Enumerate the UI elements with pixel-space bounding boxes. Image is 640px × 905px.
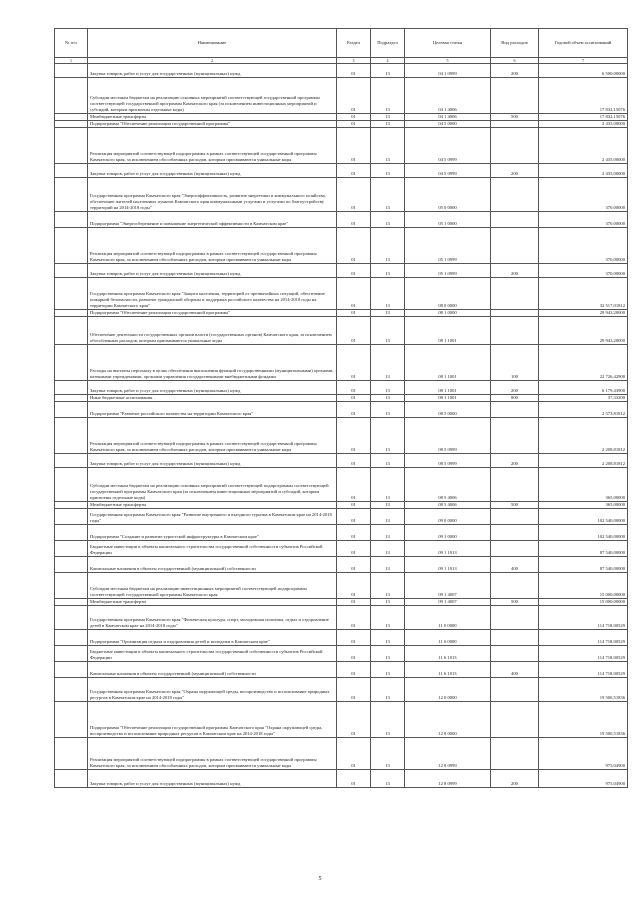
row-name: Закупка товаров, работ и услуг для государственных (муниципальных) нужд <box>88 454 337 468</box>
row-number <box>55 212 88 228</box>
table-row <box>55 64 628 78</box>
table-row <box>55 317 628 345</box>
row-podrazdel: 13 <box>371 606 405 630</box>
row-target-article: 09 1 1013 <box>405 557 491 573</box>
row-podrazdel: 13 <box>371 770 405 788</box>
row-podrazdel: 13 <box>371 381 405 395</box>
row-number <box>55 662 88 678</box>
row-number <box>55 395 88 402</box>
row-name: Капитальные вложения в объекты государственной (муниципальной) собственности <box>88 662 337 678</box>
row-expense-type: 400 <box>491 662 539 678</box>
row-amount: 6 500,00000 <box>539 64 628 78</box>
row-target-article: 09 1 1013 <box>405 541 491 557</box>
row-name: Межбюджетные трансферты <box>88 502 337 509</box>
row-number <box>55 502 88 509</box>
row-razdel: 01 <box>337 418 371 454</box>
row-target-article: 09 0 0000 <box>405 509 491 525</box>
row-amount: 114 718,00529 <box>539 646 628 662</box>
row-expense-type <box>491 78 539 114</box>
row-name: Подпрограмма "Развитие российского казачества на территории Камчатского края" <box>88 402 337 418</box>
row-target-article: 12 8 0999 <box>405 770 491 788</box>
table-row <box>55 278 628 310</box>
row-target-article: 11 0 0000 <box>405 606 491 630</box>
row-razdel: 01 <box>337 702 371 738</box>
row-target-article: 08 1 0000 <box>405 310 491 317</box>
column-index: 5 <box>405 58 491 64</box>
row-target-article: 08 1 1001 <box>405 317 491 345</box>
row-number <box>55 310 88 317</box>
row-razdel: 01 <box>337 599 371 606</box>
row-number <box>55 78 88 114</box>
row-podrazdel: 13 <box>371 738 405 770</box>
row-name: Государственная программа Камчатского края "Охрана окружающей среды, воспроизводство и использование природных ресурсов в Камчатском крае на 2014-2018 годы" <box>88 678 337 702</box>
row-podrazdel: 13 <box>371 345 405 381</box>
row-razdel: 01 <box>337 646 371 662</box>
row-expense-type <box>491 738 539 770</box>
row-name: Субсидии местным бюджетам на реализацию инвестиционных мероприятий соответствующей подпрограммы соответствующей государственной программы Камчатского края <box>88 573 337 599</box>
row-podrazdel: 13 <box>371 502 405 509</box>
column-index: 1 <box>55 58 88 64</box>
row-target-article: 04 1 4006 <box>405 114 491 121</box>
row-podrazdel: 13 <box>371 164 405 178</box>
table-row <box>55 509 628 525</box>
row-razdel: 01 <box>337 468 371 502</box>
row-name: Подпрограмма "Обеспечение реализации государственной программы" <box>88 310 337 317</box>
row-razdel: 01 <box>337 770 371 788</box>
row-podrazdel: 13 <box>371 573 405 599</box>
row-podrazdel: 13 <box>371 64 405 78</box>
row-target-article: 12 0 0000 <box>405 678 491 702</box>
row-amount: 2 435,00000 <box>539 128 628 164</box>
row-amount: 102 540,00000 <box>539 509 628 525</box>
row-number <box>55 128 88 164</box>
table-row <box>55 178 628 212</box>
row-expense-type <box>491 212 539 228</box>
row-target-article: 04 5 0000 <box>405 121 491 128</box>
row-number <box>55 468 88 502</box>
row-expense-type <box>491 702 539 738</box>
row-target-article: 12 8 0999 <box>405 738 491 770</box>
row-expense-type: 500 <box>491 502 539 509</box>
row-number <box>55 178 88 212</box>
row-podrazdel: 13 <box>371 78 405 114</box>
row-podrazdel: 13 <box>371 418 405 454</box>
table-row <box>55 395 628 402</box>
row-expense-type <box>491 541 539 557</box>
row-name: Бюджетные инвестиции в объекты капитального строительства государственной собственности субъектов Российской Федерации <box>88 646 337 662</box>
row-name: Реализация мероприятий соответствующей подпрограммы в рамках соответствующей государственной программы Камчатского края, за исключением обособленных расходов, которым присваиваются уникальные коды <box>88 418 337 454</box>
header-podrazdel: Подраздел <box>371 29 405 58</box>
row-razdel: 01 <box>337 541 371 557</box>
row-podrazdel: 13 <box>371 114 405 121</box>
row-name: Государственная программа Камчатского края "Развитие внутреннего и въездного туризма в Камчатском крае на 2014-2018 годы" <box>88 509 337 525</box>
row-expense-type <box>491 468 539 502</box>
row-razdel: 01 <box>337 64 371 78</box>
row-razdel: 01 <box>337 264 371 278</box>
row-name: Государственная программа Камчатского края "Физическая культура, спорт, молодежная политика, отдых и оздоровление детей в Камчатском крае на 2014-2018 годы" <box>88 606 337 630</box>
row-expense-type <box>491 418 539 454</box>
row-amount: 15 000,00000 <box>539 599 628 606</box>
table-row <box>55 454 628 468</box>
row-podrazdel: 13 <box>371 178 405 212</box>
row-amount: 975,04900 <box>539 738 628 770</box>
row-number <box>55 264 88 278</box>
row-name: Реализация мероприятий соответствующей подпрограммы в рамках соответствующей государственной программы Камчатского края, за исключением обособленных расходов, которым присваиваются уникальные коды <box>88 228 337 264</box>
row-razdel: 01 <box>337 164 371 178</box>
table-row <box>55 402 628 418</box>
column-index: 3 <box>337 58 371 64</box>
budget-table <box>54 28 628 788</box>
table-row <box>55 525 628 541</box>
row-target-article: 11 6 1013 <box>405 646 491 662</box>
row-target-article: 08 5 4006 <box>405 502 491 509</box>
row-expense-type <box>491 630 539 646</box>
table-header-row <box>55 29 628 58</box>
row-number <box>55 164 88 178</box>
row-razdel: 01 <box>337 502 371 509</box>
row-amount: 365,00000 <box>539 468 628 502</box>
row-target-article: 04 1 0999 <box>405 64 491 78</box>
header-target-article: Целевая статья <box>405 29 491 58</box>
row-amount: 29 943,20000 <box>539 317 628 345</box>
row-target-article: 04 5 0999 <box>405 128 491 164</box>
row-podrazdel: 13 <box>371 278 405 310</box>
row-razdel: 01 <box>337 121 371 128</box>
table-row <box>55 228 628 264</box>
row-podrazdel: 13 <box>371 525 405 541</box>
row-name: Обеспечение деятельности государственных органов власти (государственных органов) Камчатского края, за исключением обособленных расходов, которым присваиваются уникальные коды <box>88 317 337 345</box>
row-podrazdel: 13 <box>371 702 405 738</box>
row-name: Межбюджетные трансферты <box>88 599 337 606</box>
row-podrazdel: 13 <box>371 678 405 702</box>
header-num: № п/п <box>55 29 88 58</box>
row-amount: 2 435,00000 <box>539 121 628 128</box>
row-target-article: 11 6 1013 <box>405 662 491 678</box>
row-name: Бюджетные инвестиции в объекты капитального строительства государственной собственности субъектов Российской Федерации <box>88 541 337 557</box>
row-amount: 370,00000 <box>539 212 628 228</box>
row-podrazdel: 13 <box>371 557 405 573</box>
row-target-article: 04 1 4006 <box>405 78 491 114</box>
column-index: 6 <box>491 58 539 64</box>
row-razdel: 01 <box>337 278 371 310</box>
row-number <box>55 525 88 541</box>
row-razdel: 01 <box>337 509 371 525</box>
row-target-article: 12 8 0000 <box>405 702 491 738</box>
row-number <box>55 345 88 381</box>
row-number <box>55 454 88 468</box>
header-razdel: Раздел <box>337 29 371 58</box>
table-row <box>55 418 628 454</box>
table-row <box>55 738 628 770</box>
row-number <box>55 557 88 573</box>
row-name: Подпрограмма "Обеспечение реализации государственной программы Камчатского края "Охрана окружающей среды, воспроизводство и использование природных ресурсов в Камчатском крае на 2014-2018 годы" <box>88 702 337 738</box>
table-row <box>55 128 628 164</box>
header-expense-type: Вид расходов <box>491 29 539 58</box>
row-number <box>55 599 88 606</box>
row-podrazdel: 13 <box>371 468 405 502</box>
header-annual-volume: Годовой объем ассигнований <box>539 29 628 58</box>
row-amount: 6 179,43900 <box>539 381 628 395</box>
row-target-article: 08 0 0000 <box>405 278 491 310</box>
row-razdel: 01 <box>337 738 371 770</box>
row-expense-type <box>491 317 539 345</box>
row-amount: 114 718,00529 <box>539 606 628 630</box>
row-expense-type <box>491 573 539 599</box>
table-row <box>55 264 628 278</box>
table-row <box>55 646 628 662</box>
row-amount: 17 832,15076 <box>539 78 628 114</box>
row-name: Капитальные вложения в объекты государственной (муниципальной) собственности <box>88 557 337 573</box>
row-number <box>55 770 88 788</box>
row-amount: 370,00000 <box>539 228 628 264</box>
table-row <box>55 121 628 128</box>
row-target-article: 09 1 4007 <box>405 599 491 606</box>
table-row <box>55 662 628 678</box>
row-name: Субсидии местным бюджетам на реализацию основных мероприятий соответствующей государственной программы соответствующей государственной программы Камчатского края (за исключением инвестиционных мероприятий и субсидий, которым присвоены отдельные коды) <box>88 78 337 114</box>
row-expense-type: 100 <box>491 345 539 381</box>
table-row <box>55 630 628 646</box>
row-podrazdel: 13 <box>371 509 405 525</box>
row-podrazdel: 13 <box>371 599 405 606</box>
row-amount: 22 726,42900 <box>539 345 628 381</box>
row-expense-type <box>491 606 539 630</box>
row-podrazdel: 13 <box>371 395 405 402</box>
row-amount: 365,00000 <box>539 502 628 509</box>
row-expense-type <box>491 178 539 212</box>
row-number <box>55 606 88 630</box>
row-number <box>55 278 88 310</box>
table-row <box>55 573 628 599</box>
row-razdel: 01 <box>337 381 371 395</box>
row-razdel: 01 <box>337 228 371 264</box>
row-target-article: 08 1 1001 <box>405 345 491 381</box>
row-amount: 2 573,81812 <box>539 402 628 418</box>
row-razdel: 01 <box>337 557 371 573</box>
row-target-article: 05 1 0999 <box>405 264 491 278</box>
row-name: Закупка товаров, работ и услуг для государственных (муниципальных) нужд <box>88 64 337 78</box>
row-razdel: 01 <box>337 395 371 402</box>
row-podrazdel: 13 <box>371 310 405 317</box>
row-name: Межбюджетные трансферты <box>88 114 337 121</box>
row-razdel: 01 <box>337 310 371 317</box>
row-podrazdel: 13 <box>371 128 405 164</box>
row-amount: 370,00000 <box>539 178 628 212</box>
row-razdel: 01 <box>337 525 371 541</box>
row-razdel: 01 <box>337 345 371 381</box>
row-name: Реализация мероприятий соответствующей подпрограммы в рамках соответствующей государственной программы Камчатского края, за исключением обособленных расходов, которым присваиваются уникальные коды <box>88 738 337 770</box>
table-row <box>55 212 628 228</box>
row-expense-type: 200 <box>491 770 539 788</box>
table-row <box>55 541 628 557</box>
row-podrazdel: 13 <box>371 228 405 264</box>
row-amount: 2 208,81812 <box>539 418 628 454</box>
page-number: 5 <box>318 876 322 882</box>
table-row <box>55 557 628 573</box>
row-razdel: 01 <box>337 630 371 646</box>
row-amount: 17 832,15076 <box>539 114 628 121</box>
row-amount: 114 718,00529 <box>539 662 628 678</box>
row-expense-type: 200 <box>491 454 539 468</box>
row-amount: 2 208,81812 <box>539 454 628 468</box>
row-target-article: 11 6 0000 <box>405 630 491 646</box>
row-expense-type <box>491 278 539 310</box>
row-razdel: 01 <box>337 573 371 599</box>
row-razdel: 01 <box>337 114 371 121</box>
row-target-article: 08 5 4006 <box>405 468 491 502</box>
row-target-article: 04 5 0999 <box>405 164 491 178</box>
row-number <box>55 573 88 599</box>
table-row <box>55 599 628 606</box>
row-expense-type <box>491 525 539 541</box>
row-razdel: 01 <box>337 78 371 114</box>
row-amount: 87 540,00000 <box>539 557 628 573</box>
row-number <box>55 121 88 128</box>
row-amount: 19 500,51836 <box>539 678 628 702</box>
row-amount: 32 517,01812 <box>539 278 628 310</box>
row-expense-type: 200 <box>491 164 539 178</box>
row-name: Подпрограмма "Энергосбережение и повышение энергетической эффективности в Камчатском крае" <box>88 212 337 228</box>
row-number <box>55 630 88 646</box>
row-name: Расходы на выплаты персоналу в целях обеспечения выполнения функций государственными (муниципальными) органами, казенными учреждениями, органами управления государственными внебюджетными фондами <box>88 345 337 381</box>
row-podrazdel: 13 <box>371 212 405 228</box>
row-target-article: 08 5 0999 <box>405 418 491 454</box>
row-number <box>55 402 88 418</box>
row-razdel: 01 <box>337 317 371 345</box>
table-row <box>55 502 628 509</box>
row-podrazdel: 13 <box>371 454 405 468</box>
row-number <box>55 702 88 738</box>
row-amount: 87 540,00000 <box>539 541 628 557</box>
row-number <box>55 381 88 395</box>
row-expense-type <box>491 128 539 164</box>
row-razdel: 01 <box>337 662 371 678</box>
row-podrazdel: 13 <box>371 662 405 678</box>
row-number <box>55 541 88 557</box>
table-row <box>55 164 628 178</box>
row-expense-type: 200 <box>491 64 539 78</box>
row-name: Государственная программа Камчатского края "Защита населения, территорий от чрезвычайных ситуаций, обеспечение пожарной безопасности, развитие гражданской обороны и поддержка российского казачества на 2014-2018 годы на территории Камчатского края" <box>88 278 337 310</box>
row-expense-type <box>491 228 539 264</box>
row-name: Подпрограмма "Обеспечение реализации государственной программы" <box>88 121 337 128</box>
row-target-article: 09 1 0000 <box>405 525 491 541</box>
table-row <box>55 468 628 502</box>
row-razdel: 01 <box>337 212 371 228</box>
row-target-article: 05 1 0999 <box>405 228 491 264</box>
row-name: Закупка товаров, работ и услуг для государственных (муниципальных) нужд <box>88 264 337 278</box>
row-razdel: 01 <box>337 178 371 212</box>
row-number <box>55 317 88 345</box>
row-razdel: 01 <box>337 678 371 702</box>
column-index: 2 <box>88 58 337 64</box>
row-target-article: 05 0 0000 <box>405 178 491 212</box>
row-amount: 102 540,00000 <box>539 525 628 541</box>
row-podrazdel: 13 <box>371 646 405 662</box>
table-row <box>55 606 628 630</box>
row-expense-type: 500 <box>491 114 539 121</box>
row-amount: 19 500,51836 <box>539 702 628 738</box>
row-expense-type <box>491 678 539 702</box>
row-number <box>55 678 88 702</box>
table-row <box>55 770 628 788</box>
row-target-article: 08 1 1001 <box>405 381 491 395</box>
row-razdel: 01 <box>337 402 371 418</box>
table-body <box>55 64 628 788</box>
row-expense-type: 800 <box>491 395 539 402</box>
row-amount: 29 943,20000 <box>539 310 628 317</box>
row-name: Субсидии местным бюджетам на реализацию основных мероприятий соответствующей подпрограммы соответствующей государственной программы Камчатского края (за исключением инвестиционных мероприятий и субсидий, которым присвоены отдельные коды) <box>88 468 337 502</box>
row-target-article: 09 1 4007 <box>405 573 491 599</box>
row-podrazdel: 13 <box>371 402 405 418</box>
row-razdel: 01 <box>337 454 371 468</box>
row-expense-type: 400 <box>491 557 539 573</box>
table-row <box>55 678 628 702</box>
row-expense-type <box>491 646 539 662</box>
row-number <box>55 228 88 264</box>
row-target-article: 08 1 1001 <box>405 395 491 402</box>
row-expense-type: 200 <box>491 381 539 395</box>
table-row <box>55 78 628 114</box>
row-razdel: 01 <box>337 128 371 164</box>
row-target-article: 05 1 0000 <box>405 212 491 228</box>
row-podrazdel: 13 <box>371 121 405 128</box>
row-name: Подпрограмма "Организация отдыха и оздоровления детей и молодежи в Камчатском крае" <box>88 630 337 646</box>
table-row <box>55 310 628 317</box>
table-row <box>55 114 628 121</box>
row-number <box>55 646 88 662</box>
row-amount: 2 435,00000 <box>539 164 628 178</box>
row-podrazdel: 13 <box>371 541 405 557</box>
row-podrazdel: 13 <box>371 630 405 646</box>
row-amount: 114 718,00529 <box>539 630 628 646</box>
row-target-article: 08 5 0000 <box>405 402 491 418</box>
table-row <box>55 345 628 381</box>
table-row <box>55 702 628 738</box>
row-number <box>55 114 88 121</box>
row-number <box>55 418 88 454</box>
row-razdel: 01 <box>337 606 371 630</box>
row-amount: 370,00000 <box>539 264 628 278</box>
row-name: Государственная программа Камчатского края "Энергоэффективность, развитие энергетики и коммунального хозяйства, обеспечение жителей населенных пунктов Камчатского края коммунальными услугами и услугами по благоустройству территорий на 2014-2018 годы" <box>88 178 337 212</box>
row-name: Подпрограмма "Создание и развитие туристской инфраструктуры в Камчатском крае" <box>88 525 337 541</box>
row-name: Закупка товаров, работ и услуг для государственных (муниципальных) нужд <box>88 770 337 788</box>
table-row <box>55 381 628 395</box>
row-podrazdel: 13 <box>371 264 405 278</box>
row-podrazdel: 13 <box>371 317 405 345</box>
row-amount: 975,04900 <box>539 770 628 788</box>
row-name: Закупка товаров, работ и услуг для государственных (муниципальных) нужд <box>88 381 337 395</box>
column-index: 4 <box>371 58 405 64</box>
row-number <box>55 738 88 770</box>
row-expense-type <box>491 509 539 525</box>
row-amount: 15 000,00000 <box>539 573 628 599</box>
header-name: Наименование <box>88 29 337 58</box>
row-expense-type: 200 <box>491 264 539 278</box>
row-expense-type <box>491 402 539 418</box>
row-name: Закупка товаров, работ и услуг для государственных (муниципальных) нужд <box>88 164 337 178</box>
row-target-article: 08 5 0999 <box>405 454 491 468</box>
row-expense-type: 500 <box>491 599 539 606</box>
row-name: Иные бюджетные ассигнования <box>88 395 337 402</box>
row-number <box>55 64 88 78</box>
row-amount: 37,33200 <box>539 395 628 402</box>
row-expense-type <box>491 310 539 317</box>
row-number <box>55 509 88 525</box>
column-index: 7 <box>539 58 628 64</box>
row-expense-type <box>491 121 539 128</box>
row-name: Реализация мероприятий соответствующей подпрограммы в рамках соответствующей государственной программы Камчатского края, за исключением обособленных расходов, которым присваиваются уникальные коды <box>88 128 337 164</box>
